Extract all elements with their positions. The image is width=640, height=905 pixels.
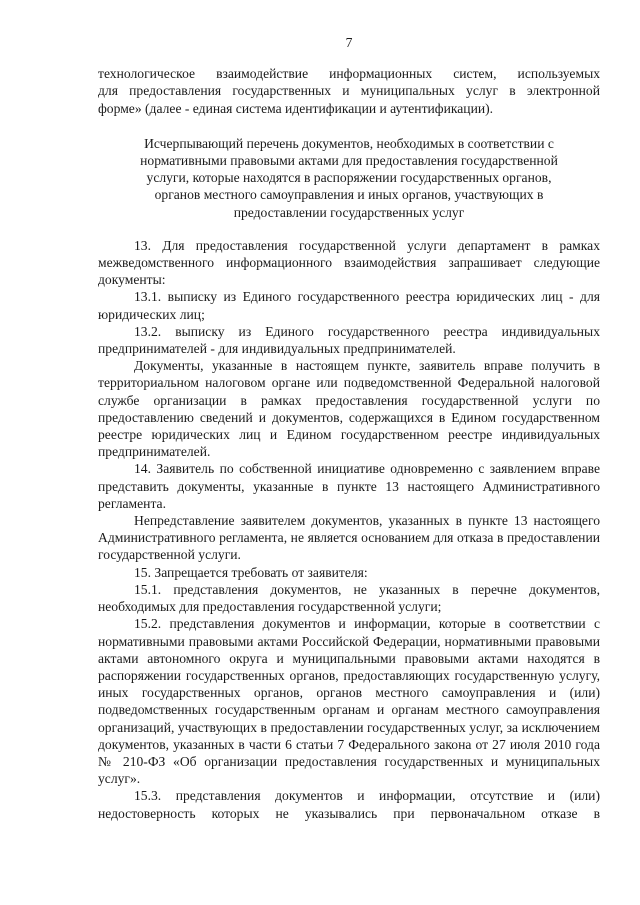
paragraph-13-2: 13.2. выписку из Единого государственного реестра индивидуальных предпринимателей - для индивидуальных предпринимателей. xyxy=(98,323,600,357)
heading-line: Исчерпывающий перечень документов, необходимых в соответствии с xyxy=(144,135,554,151)
heading-line: нормативными правовыми актами для предоставления государственной xyxy=(140,153,558,169)
intro-line: технологическое взаимодействие информационных систем, используемых xyxy=(98,66,600,82)
paragraph-non-submission: Непредставление заявителем документов, указанных в пункте 13 настоящего Административного регламента, не является основанием для отказа в предоставлении государственной услуги. xyxy=(98,513,600,563)
paragraph-14: 14. Заявитель по собственной инициативе одновременно с заявлением вправе представить документы, указанные в пункте 13 настоящего Административного регламента. xyxy=(98,461,600,511)
paragraph-13-1: 13.1. выписку из Единого государственного реестра юридических лиц - для юридических лиц; xyxy=(98,289,600,322)
intro-paragraph xyxy=(98,65,600,117)
intro-line: форме» (далее - единая система идентификации и аутентификации). xyxy=(98,100,494,116)
paragraph-documents-note: Документы, указанные в настоящем пункте, заявитель вправе получить в территориальном налоговом органе или подведомственной Федеральной налоговой службе организации в рамках предоставления государственной услуги по предоставлению сведений и документов, содержащихся в Едином государственном реестре юридических лиц и Едином государственном реестре индивидуальных предпринимателей. xyxy=(98,358,600,460)
heading-line: органов местного самоуправления и иных органов, участвующих в xyxy=(154,187,544,203)
paragraph-13: 13. Для предоставления государственной услуги департамент в рамках межведомственного информационного взаимодействия запрашивает следующие документы: xyxy=(98,237,600,288)
heading-line: предоставлении государственных услуг xyxy=(233,204,465,220)
paragraph-15-3: 15.3. представления документов и информации, отсутствие и (или) недостоверность которых не указывались при первоначальном отказе в xyxy=(98,788,600,821)
intro-line: для предоставления государственных и муниципальных услуг в электронной xyxy=(98,83,600,99)
paragraph-15: 15. Запрещается требовать от заявителя: xyxy=(134,564,368,580)
paragraph-15-1: 15.1. представления документов, не указанных в перечне документов, необходимых для предоставления государственной услуги; xyxy=(98,581,600,615)
page-number: 7 xyxy=(345,35,353,50)
section-heading xyxy=(98,135,600,221)
heading-line: услуги, которые находятся в распоряжении государственных органов, xyxy=(146,170,552,186)
paragraph-15-2: 15.2. представления документов и информации, которые в соответствии с нормативными правовыми актами Российской Федерации, нормативными правовыми актами автономного округа и муниципальными правовыми актами находятся в распоряжении государственных органов, предоставляющих государственную услугу, иных государственных органов, органов местного самоуправления и (или) подведомственных государственным органам и органам местного самоуправления организаций, участвующих в предоставлении государственных услуг, за исключением документов, указанных в части 6 статьи 7 Федерального закона от 27 июля 2010 года № 210-ФЗ «Об организации предоставления государственных и муниципальных услуг». xyxy=(98,616,600,787)
